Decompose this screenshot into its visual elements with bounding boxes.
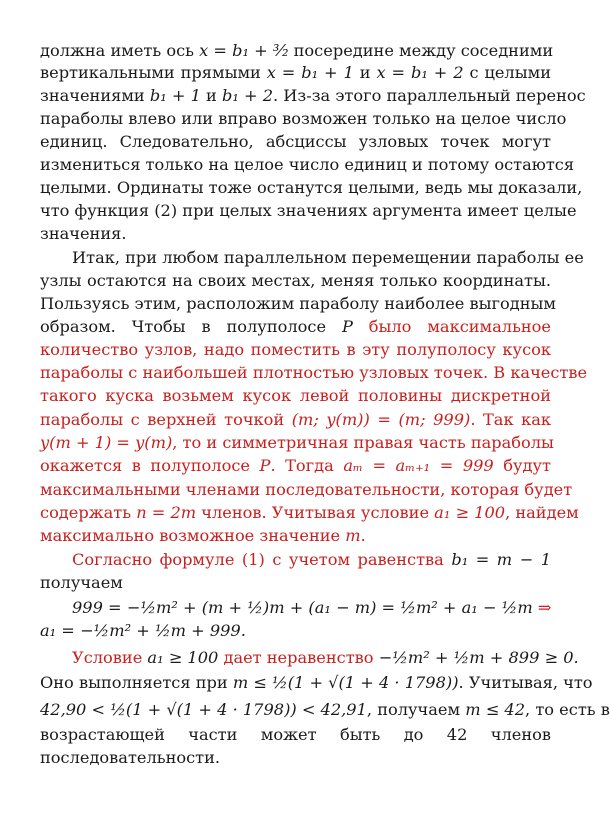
text-run: параболы с верхней точкой — [40, 410, 292, 429]
formula: b₁ + 2 — [221, 86, 273, 105]
text-run: Условие — [72, 648, 148, 667]
text-run: . — [360, 526, 366, 545]
formula: (m; y(m)) = (m; 999) — [291, 410, 471, 429]
text-run: вертикальными прямыми — [40, 63, 267, 82]
text-line — [40, 316, 551, 338]
text-line — [40, 362, 588, 384]
text-run: , найдем — [505, 503, 579, 522]
text-run: параболы с наибольшей плотностью узловых точек. В качестве — [40, 363, 588, 382]
text-line — [40, 154, 575, 176]
text-line — [72, 597, 551, 619]
text-run: окажется в полуполосе — [40, 456, 260, 475]
text-run: ⇒ — [532, 598, 552, 617]
text-run: Согласно формуле (1) с учетом равенства — [72, 550, 452, 569]
formula: P — [259, 456, 271, 475]
text-run: целыми. Ординаты тоже останутся целыми, ведь мы доказали, — [40, 178, 583, 197]
formula: b₁ + 1 — [149, 86, 201, 105]
formula: P — [341, 317, 353, 336]
text-run: посередине между соседними — [288, 41, 554, 60]
text-run: количество узлов, надо поместить в эту полуполосу кусок — [40, 340, 551, 359]
text-run: возрастающей части может быть до 42 членов — [40, 725, 551, 744]
text-run: , то есть в — [525, 700, 610, 719]
formula: a₁ = −½m² + ½m + 999. — [40, 621, 246, 640]
text-line — [40, 747, 551, 769]
text-line — [40, 479, 573, 501]
formula: b₁ = m − 1 — [451, 550, 551, 569]
formula: y(m + 1) = y(m) — [40, 433, 173, 452]
text-line — [40, 385, 551, 407]
formula: aₘ = aₘ₊₁ = 999 — [343, 456, 494, 475]
text-run: . Учитывая, что — [458, 673, 593, 692]
text-line — [40, 699, 610, 721]
formula: a₁ ≥ 100 — [147, 648, 219, 667]
text-line — [40, 672, 593, 694]
formula: m ≤ 42 — [465, 700, 526, 719]
formula: 999 = −½m² + (m + ½)m + (a₁ − m) = ½m² + a₁ − ½m — [72, 598, 533, 617]
text-run: такого куска возьмем кусок левой половины дискретной — [40, 386, 551, 405]
text-run: Итак, при любом параллельном перемещении параболы ее — [72, 248, 584, 267]
text-run: с целыми — [463, 63, 551, 82]
text-line — [40, 85, 586, 107]
text-run: Оно выполняется при — [40, 673, 233, 692]
text-line — [40, 455, 551, 477]
text-line — [40, 432, 554, 454]
text-line — [40, 270, 551, 292]
text-line — [40, 108, 567, 130]
formula: m — [345, 526, 361, 545]
formula: 42,90 < ½(1 + √(1 + 4 · 1798)) < 42,91 — [40, 700, 367, 719]
text-run: . Из-за этого параллельный перенос — [273, 86, 586, 105]
formula: x = b₁ + 2 — [376, 63, 464, 82]
text-line — [40, 339, 551, 361]
text-line — [40, 572, 551, 594]
text-line — [40, 724, 551, 746]
text-line — [40, 131, 551, 153]
text-line — [40, 293, 556, 315]
text-run: последовательности. — [40, 748, 221, 767]
formula: n = 2m — [136, 503, 197, 522]
text-run: , получаем — [366, 700, 466, 719]
text-line — [72, 247, 584, 269]
text-run: что функция (2) при целых значениях аргумента имеет целые — [40, 201, 577, 220]
formula: −½m² + ½m + 899 ≥ 0. — [378, 648, 579, 667]
text-line — [72, 647, 579, 669]
formula: x = b₁ + 1 — [266, 63, 354, 82]
text-run: максимальными членами последовательности, которая будет — [40, 480, 573, 499]
text-run: дает неравенство — [218, 648, 379, 667]
text-line — [40, 525, 551, 547]
text-run: содержать — [40, 503, 137, 522]
text-run: членов. Учитывая условие — [196, 503, 435, 522]
text-run: измениться только на целое число единиц и потому остаются — [40, 155, 575, 174]
text-run: значениями — [40, 86, 150, 105]
text-line — [40, 223, 551, 245]
text-line — [72, 549, 551, 571]
text-run: , то и симметричная правая часть параболы — [172, 433, 554, 452]
text-run: . Тогда — [270, 456, 344, 475]
text-run: единиц. Следовательно, абсциссы узловых точек могут — [40, 132, 551, 151]
text-run: значения. — [40, 224, 127, 243]
text-line — [40, 502, 579, 524]
text-run: и — [353, 63, 377, 82]
text-line — [40, 620, 551, 642]
text-run: и — [200, 86, 222, 105]
text-run: Пользуясь этим, расположим параболу наиболее выгодным — [40, 294, 556, 313]
text-run: будут — [493, 456, 551, 475]
text-run: получаем — [40, 573, 123, 592]
text-line — [40, 40, 554, 62]
formula: x = b₁ + ³⁄₂ — [199, 41, 289, 60]
text-line — [40, 200, 577, 222]
text-run: максимально возможное значение — [40, 526, 346, 545]
formula: m ≤ ½(1 + √(1 + 4 · 1798)) — [232, 673, 459, 692]
text-line — [40, 177, 583, 199]
text-run: . Так как — [470, 410, 551, 429]
text-run: параболы влево или вправо возможен только на целое число — [40, 109, 567, 128]
text-run: узлы остаются на своих местах, меняя только координаты. — [40, 271, 551, 290]
formula: a₁ ≥ 100 — [434, 503, 506, 522]
text-run: должна иметь ось — [40, 41, 200, 60]
text-line — [40, 409, 551, 431]
text-run: образом. Чтобы в полуполосе — [40, 317, 342, 336]
text-line — [40, 62, 551, 84]
text-run: было максимальное — [352, 317, 551, 336]
